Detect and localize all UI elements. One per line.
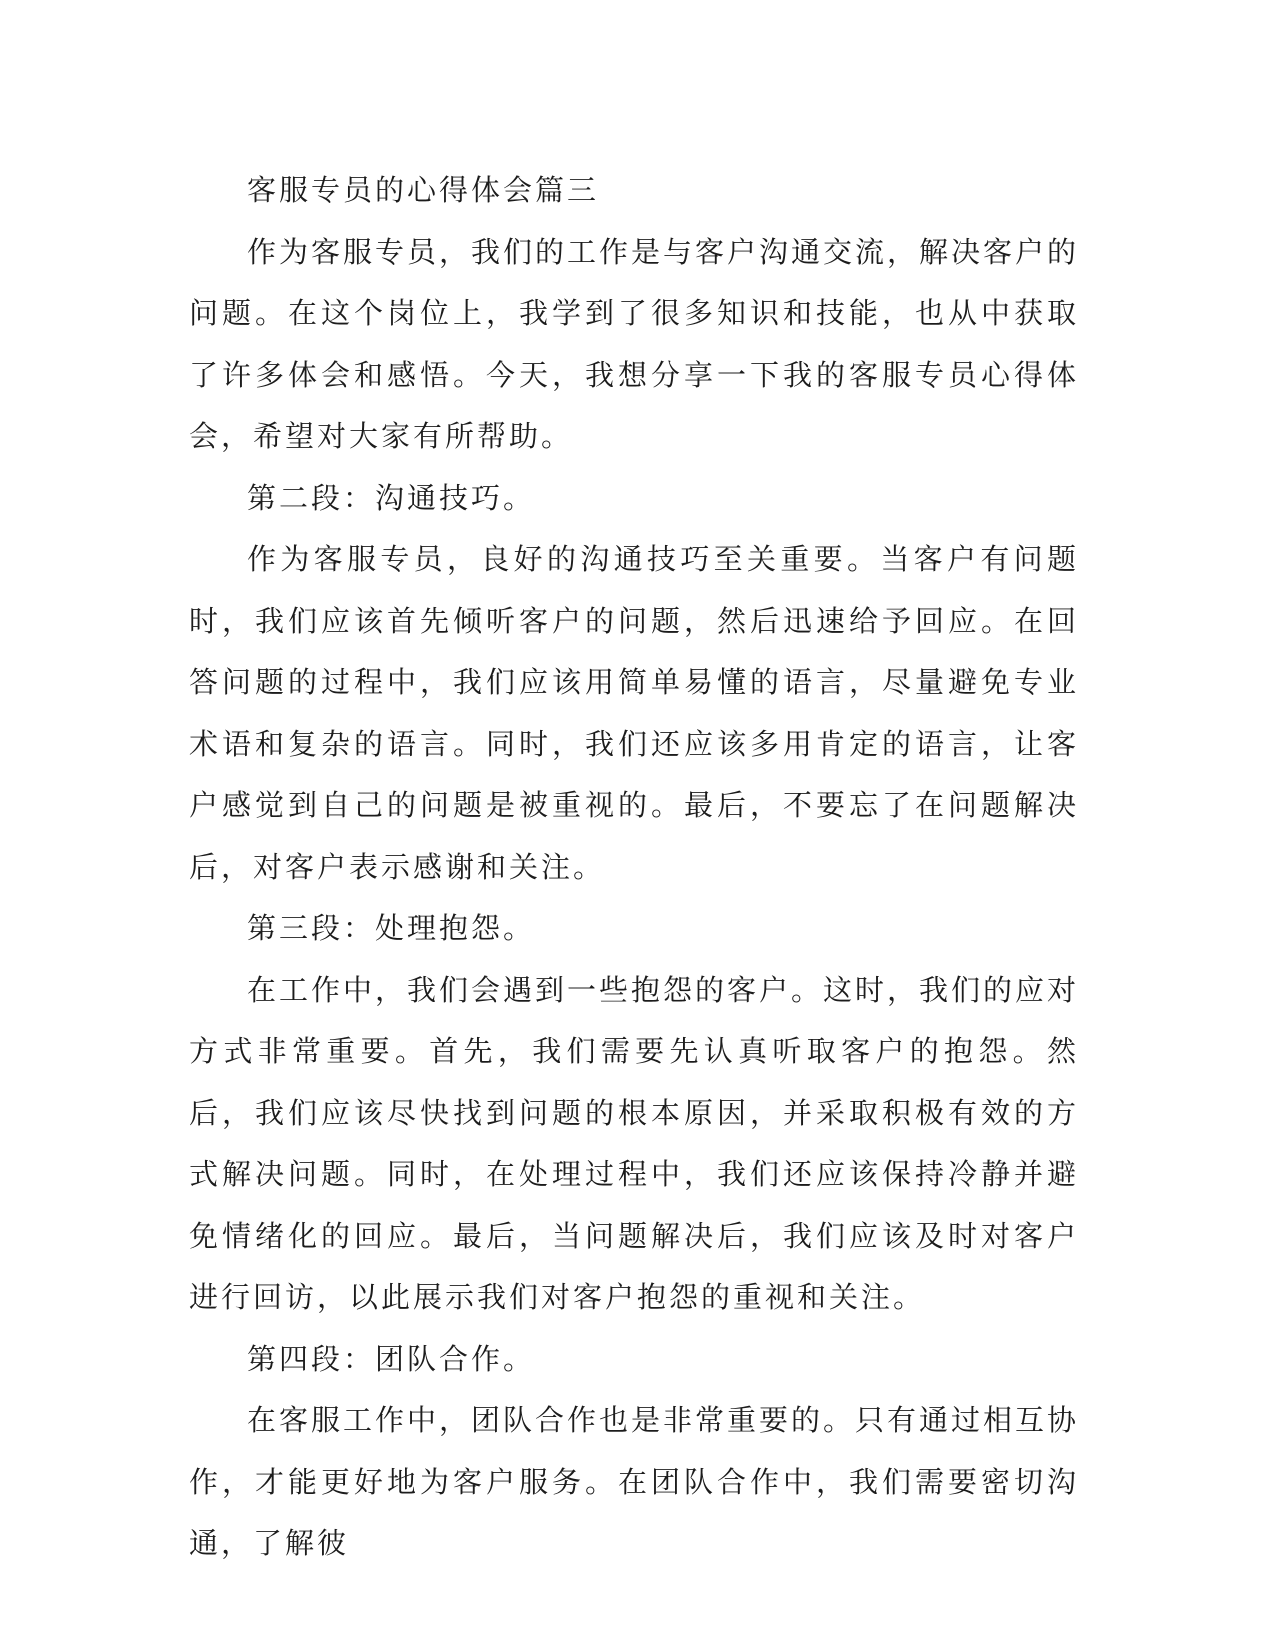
intro-paragraph: 作为客服专员，我们的工作是与客户沟通交流，解决客户的问题。在这个岗位上，我学到了很多知识和技能，也从中获取了许多体会和感悟。今天，我想分享一下我的客服专员心得体会，希望对大家有所帮助。 <box>189 234 1080 453</box>
complaints-paragraph: 在工作中，我们会遇到一些抱怨的客户。这时，我们的应对方式非常重要。首先，我们需要先认真听取客户的抱怨。然后，我们应该尽快找到问题的根本原因，并采取积极有效的方式解决问题。同时，在处理过程中，我们还应该保持冷静并避免情绪化的回应。最后，当问题解决后，我们应该及时对客户进行回访，以此展示我们对客户抱怨的重视和关注。 <box>189 972 1080 1314</box>
section-heading-teamwork: 第四段：团队合作。 <box>247 1341 536 1376</box>
communication-paragraph: 作为客服专员，良好的沟通技巧至关重要。当客户有问题时，我们应该首先倾听客户的问题，然后迅速给予回应。在回答问题的过程中，我们应该用简单易懂的语言，尽量避免专业术语和复杂的语言。同时，我们还应该多用肯定的语言，让客户感觉到自己的问题是被重视的。最后，不要忘了在问题解决后，对客户表示感谢和关注。 <box>189 542 1079 884</box>
section-heading-complaints: 第三段：处理抱怨。 <box>247 911 536 945</box>
document-title: 客服专员的心得体会篇三 <box>247 173 600 207</box>
document-body <box>189 160 1079 1575</box>
section-heading-communication: 第二段：沟通技巧。 <box>247 480 536 515</box>
teamwork-paragraph: 在客服工作中，团队合作也是非常重要的。只有通过相互协作，才能更好地为客户服务。在团队合作中，我们需要密切沟通，了解彼 <box>189 1403 1080 1560</box>
